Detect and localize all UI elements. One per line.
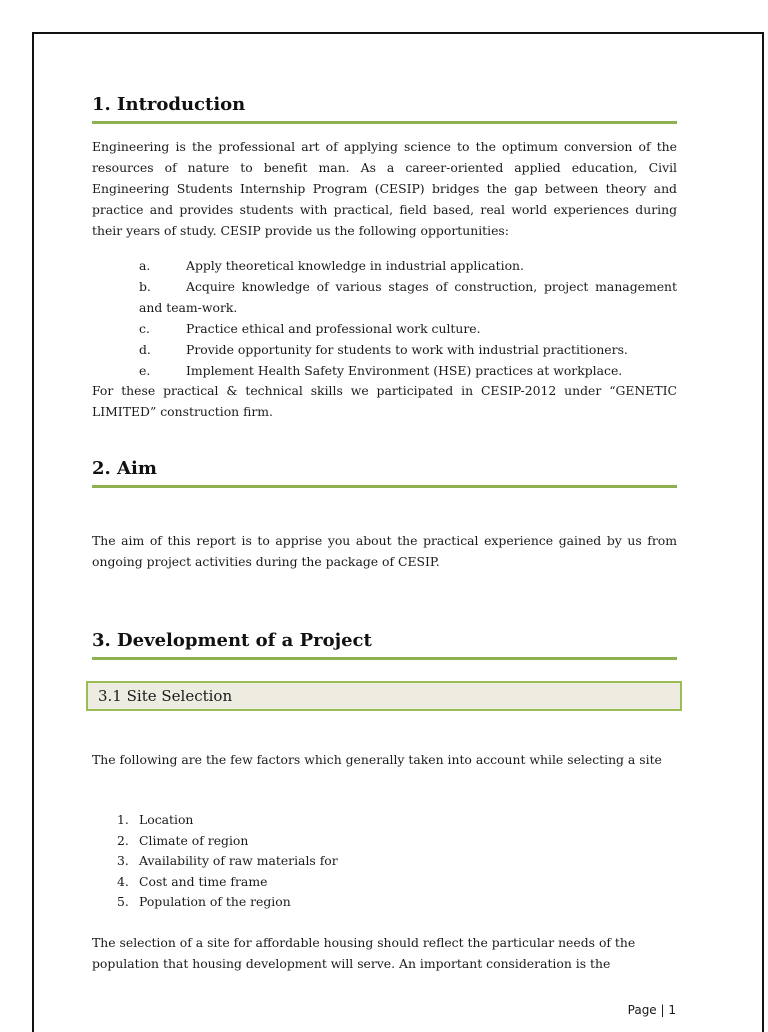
heading-development: 3. Development of a Project: [92, 630, 677, 660]
heading-introduction: 1. Introduction: [92, 94, 677, 124]
list-item: [117, 851, 338, 872]
list-text: Acquire knowledge of various stages of construction, project management and team-work.: [139, 279, 677, 315]
list-marker: d.: [139, 342, 151, 357]
list-text: Implement Health Safety Environment (HSE) practices at workplace.: [186, 363, 623, 378]
site-selection-closing: The selection of a site for affordable housing should reflect the particular needs of the population that housing development will serve. An important consideration is the: [92, 935, 636, 971]
factors-list: [117, 810, 338, 913]
subheading-site-selection: 3.1 Site Selection: [86, 681, 682, 711]
list-item: [117, 810, 338, 831]
list-item: [92, 339, 677, 360]
list-item: [117, 872, 338, 893]
list-text: Apply theoretical knowledge in industrial application.: [186, 258, 524, 273]
list-item: [117, 892, 338, 913]
list-marker: 1.: [117, 812, 129, 827]
list-marker: b.: [139, 279, 151, 294]
list-marker: 3.: [117, 853, 129, 868]
list-text: Location: [139, 812, 194, 827]
list-marker: 4.: [117, 873, 129, 889]
list-text: Population of the region: [139, 894, 291, 909]
list-item: [92, 318, 677, 339]
list-marker: c.: [139, 321, 150, 336]
site-selection-paragraph: The following are the few factors which generally taken into account while selecting a site: [92, 752, 662, 767]
list-marker: 2.: [117, 832, 129, 848]
list-item: [92, 276, 677, 318]
list-item: [92, 255, 677, 276]
list-text: Availability of raw materials for: [139, 853, 338, 868]
list-text: Provide opportunity for students to work with industrial practitioners.: [186, 342, 628, 357]
intro-closing: For these practical & technical skills we participated in CESIP-2012 under “GENETIC LIMITED” construction firm.: [92, 383, 677, 419]
list-item: [117, 831, 338, 852]
aim-paragraph: The aim of this report is to apprise you about the practical experience gained by us from ongoing project activities during the package of CESIP.: [92, 533, 677, 569]
list-item: [92, 360, 677, 381]
list-marker: a.: [139, 258, 151, 273]
list-text: Cost and time frame: [139, 873, 268, 889]
page-number: Page | 1: [627, 1003, 676, 1017]
opportunities-list: [92, 255, 677, 381]
list-marker: 5.: [117, 894, 129, 909]
intro-paragraph: Engineering is the professional art of applying science to the optimum conversion of the resources of nature to benefit man. As a career-oriented applied education, Civil Engineering Students Internship Program (CESIP) bridges the gap between theory and practice and provides students with practical, field based, real world experiences during their years of study. CESIP provide us the following opportunities:: [92, 139, 677, 238]
list-text: Climate of region: [139, 832, 249, 848]
list-marker: e.: [139, 363, 151, 378]
list-text: Practice ethical and professional work culture.: [186, 321, 481, 336]
heading-aim: 2. Aim: [92, 458, 677, 488]
